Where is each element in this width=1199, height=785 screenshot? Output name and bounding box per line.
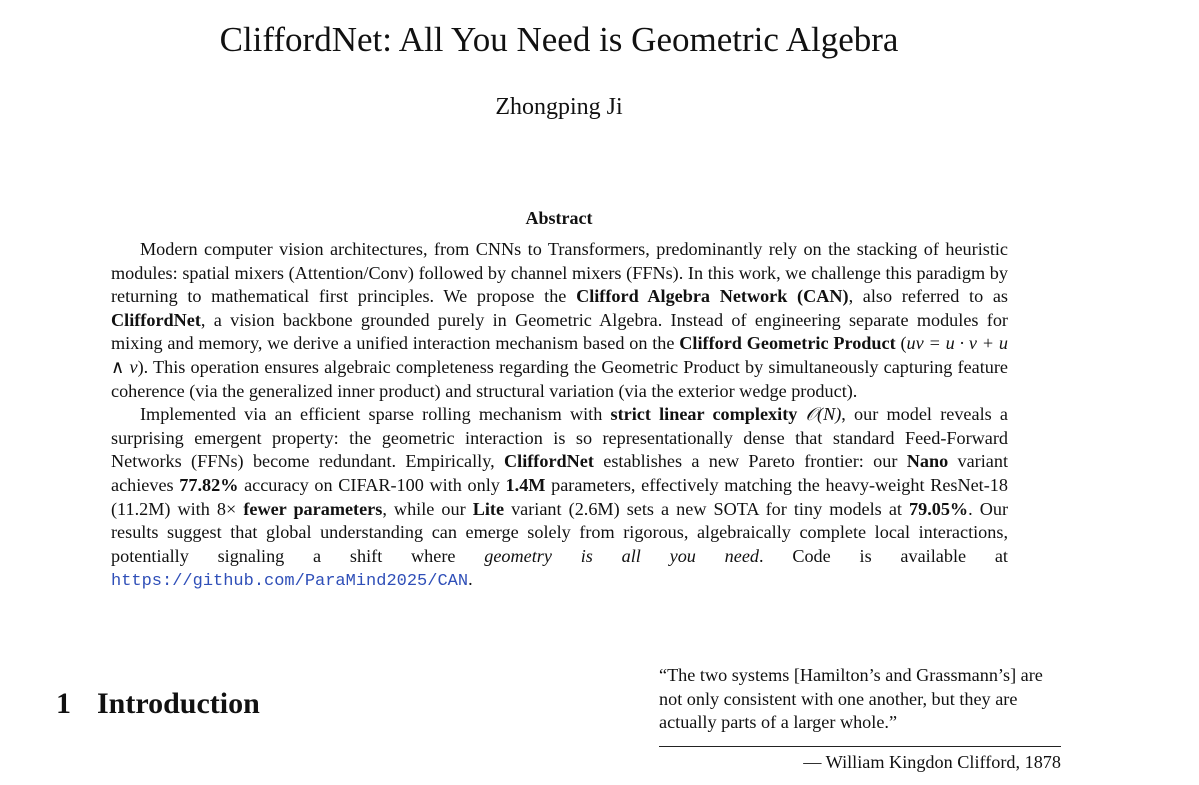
abstract-text: , a vision backbone grounded purely in Geometric Algebra. Instead of engineering separate modules for mixing and memory, we derive a unified interaction mechanism based on the [111,309,1008,354]
epigraph-quote: “The two systems [Hamilton’s and Grassmann’s] are not only consistent with one another, but they are actually parts of a larger whole.” [659,665,1043,733]
italic-phrase: geometry is all you need [484,545,759,566]
abstract-text: . Our results suggest that global understanding can emerge solely from rigorous, algebraically complete local interactions, potentially signaling a shift where [111,498,1008,566]
abstract-paragraph-1 [111,238,1008,403]
bold-fewer-parameters: fewer parameters [243,498,383,519]
abstract-text: Implemented via an efficient sparse rolling mechanism with [140,404,611,425]
author-name: Zhongping Ji [495,94,623,120]
abstract-heading: Abstract [525,208,593,228]
abstract-text: ( [895,333,907,354]
abstract-text: . [468,569,473,590]
bold-term-can: Clifford Algebra Network (CAN) [576,286,849,307]
paper-title: CliffordNet: All You Need is Geometric Algebra [219,20,899,59]
math-big-o: 𝒪(N) [805,404,842,425]
code-link[interactable]: https://github.com/ParaMind2025/CAN [111,572,469,592]
epigraph-divider [659,746,1061,747]
epigraph-attribution: — William Kingdon Clifford, 1878 [803,752,1061,772]
abstract-text: ). This operation ensures algebraic completeness regarding the Geometric Product by simultaneously capturing feature coherence (via the generalized inner product) and structural variation (via the exterior wedge product). [111,356,1008,401]
bold-term-lite: Lite [472,498,505,519]
bold-term-linear-complexity: strict linear complexity [610,404,798,425]
bold-term-geometric-product: Clifford Geometric Product [679,333,896,354]
section-heading-introduction [56,686,260,722]
abstract-text: establishes a new Pareto frontier: our [593,451,907,472]
abstract-text: , while our [382,498,473,519]
math-geometric-product: uv = u · v + u ∧ v [111,333,1008,377]
abstract-paragraph-2 [111,403,1008,594]
abstract-text: . Code is available at [759,545,1008,566]
abstract-text: accuracy on CIFAR-100 with only [238,474,506,495]
section-number: 1 [56,687,71,720]
bold-accuracy-lite: 79.05% [909,498,969,519]
math-factor: 8× [216,498,237,519]
abstract-text: variant (2.6M) sets a new SOTA for tiny models at [504,498,909,519]
abstract-text: variant achieves [111,451,1009,495]
bold-term-cliffordnet: CliffordNet [504,451,594,472]
bold-param-count: 1.4M [505,474,546,495]
abstract-body [111,238,1008,594]
bold-term-cliffordnet: CliffordNet [111,309,201,330]
bold-accuracy-nano: 77.82% [179,474,239,495]
abstract-text [797,404,805,424]
abstract-text: parameters, effectively matching the heavy-weight ResNet-18 (11.2M) with [111,474,1008,519]
bold-term-nano: Nano [906,451,949,472]
section-title: Introduction [97,687,260,720]
abstract-text: , our model reveals a surprising emergent property: the geometric interaction is so representationally dense that standard Feed-Forward Networks (FFNs) become redundant. Empirically, [111,404,1009,472]
abstract-text: Modern computer vision architectures, from CNNs to Transformers, predominantly rely on the stacking of heuristic modules: spatial mixers (Attention/Conv) followed by channel mixers (FFNs). In this work, we challenge this paradigm by returning to mathematical first principles. We propose the [111,239,1008,307]
abstract-text: , also referred to as [848,286,1008,307]
